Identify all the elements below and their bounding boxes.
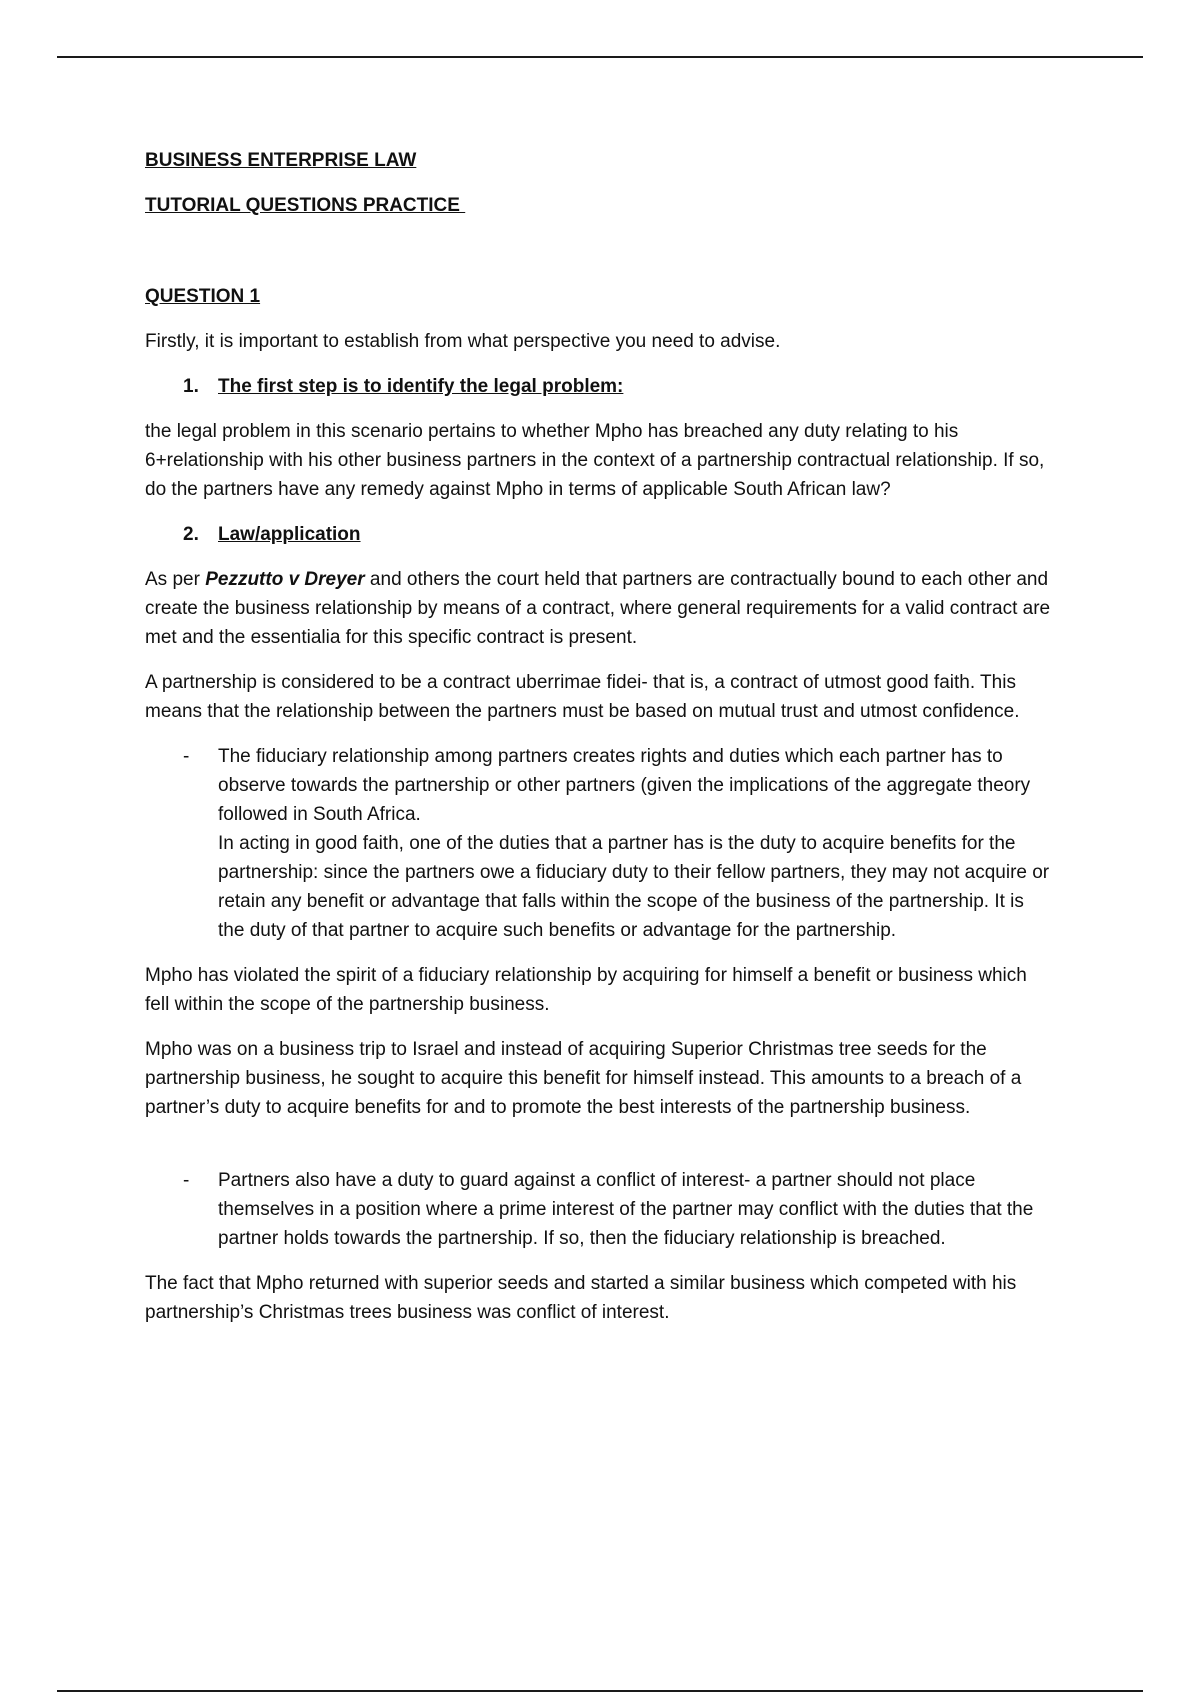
step-1-heading [145,372,1055,401]
step-1-number: 1. [183,376,199,397]
bullet-fiduciary [145,742,1055,945]
bullet-fiduciary-line-1: The fiduciary relationship among partners creates rights and duties which each partner has to observe towards the partnership or other partners (given the implications of the aggregate theory followed in South Africa. [218,746,1031,825]
document-title: BUSINESS ENTERPRISE LAW [145,150,417,171]
document-page [145,146,1055,1327]
bullet-fiduciary-line-2: In acting in good faith, one of the duties that a partner has is the duty to acquire benefits for the partnership: since the partners owe a fiduciary duty to their fellow partners, they may not acquire or retain any benefit or advantage that falls within the scope of the business of the partnership. It is the duty of that partner to acquire such benefits or advantage for the partnership. [218,833,1050,941]
step-2-label: Law/application [218,524,361,545]
step-2-number: 2. [183,524,199,545]
intro-paragraph: Firstly, it is important to establish from what perspective you need to advise. [145,331,781,352]
bottom-rule [57,1690,1143,1692]
uberrimae-paragraph: A partnership is considered to be a contract uberrimae fidei- that is, a contract of utmost good faith. This means that the relationship between the partners must be based on mutual trust and utmost confidence. [145,672,1020,722]
step-2-heading [145,520,1055,549]
document-subtitle: TUTORIAL QUESTIONS PRACTICE [145,195,466,216]
case-prefix: As per [145,569,206,590]
bullet-conflict-text: Partners also have a duty to guard against a conflict of interest- a partner should not place themselves in a position where a prime interest of the partner may conflict with the duties that the partner holds towards the partnership. If so, then the fiduciary relationship is breached. [218,1170,1034,1249]
case-suffix: and others the court held that partners are contractually bound to each other and create the business relationship by means of a contract, where general requirements for a valid contract are met and the essentialia for this specific contract is present. [145,569,1051,648]
conclusion-paragraph: The fact that Mpho returned with superior seeds and started a similar business which competed with his partnership’s Christmas trees business was conflict of interest. [145,1273,1017,1323]
bullet-marker: - [183,1170,190,1191]
case-paragraph [145,565,1055,652]
top-rule [57,56,1143,58]
violation-paragraph: Mpho has violated the spirit of a fiduciary relationship by acquiring for himself a benefit or business which fell within the scope of the partnership business. [145,965,1027,1015]
bullet-marker: - [183,746,190,767]
case-name: Pezzutto v Dreyer [205,569,365,590]
step-1-label: The first step is to identify the legal problem: [218,376,624,397]
legal-problem-paragraph: the legal problem in this scenario pertains to whether Mpho has breached any duty relating to his 6+relationship with his other business partners in the context of a partnership contractual relationship. If so, do the partners have any remedy against Mpho in terms of applicable South African law? [145,421,1045,500]
bullet-conflict [145,1166,1055,1253]
israel-paragraph: Mpho was on a business trip to Israel and instead of acquiring Superior Christmas tree seeds for the partnership business, he sought to acquire this benefit for himself instead. This amounts to a breach of a partner’s duty to acquire benefits for and to promote the best interests of the partnership business. [145,1039,1022,1118]
question-heading: QUESTION 1 [145,286,261,307]
